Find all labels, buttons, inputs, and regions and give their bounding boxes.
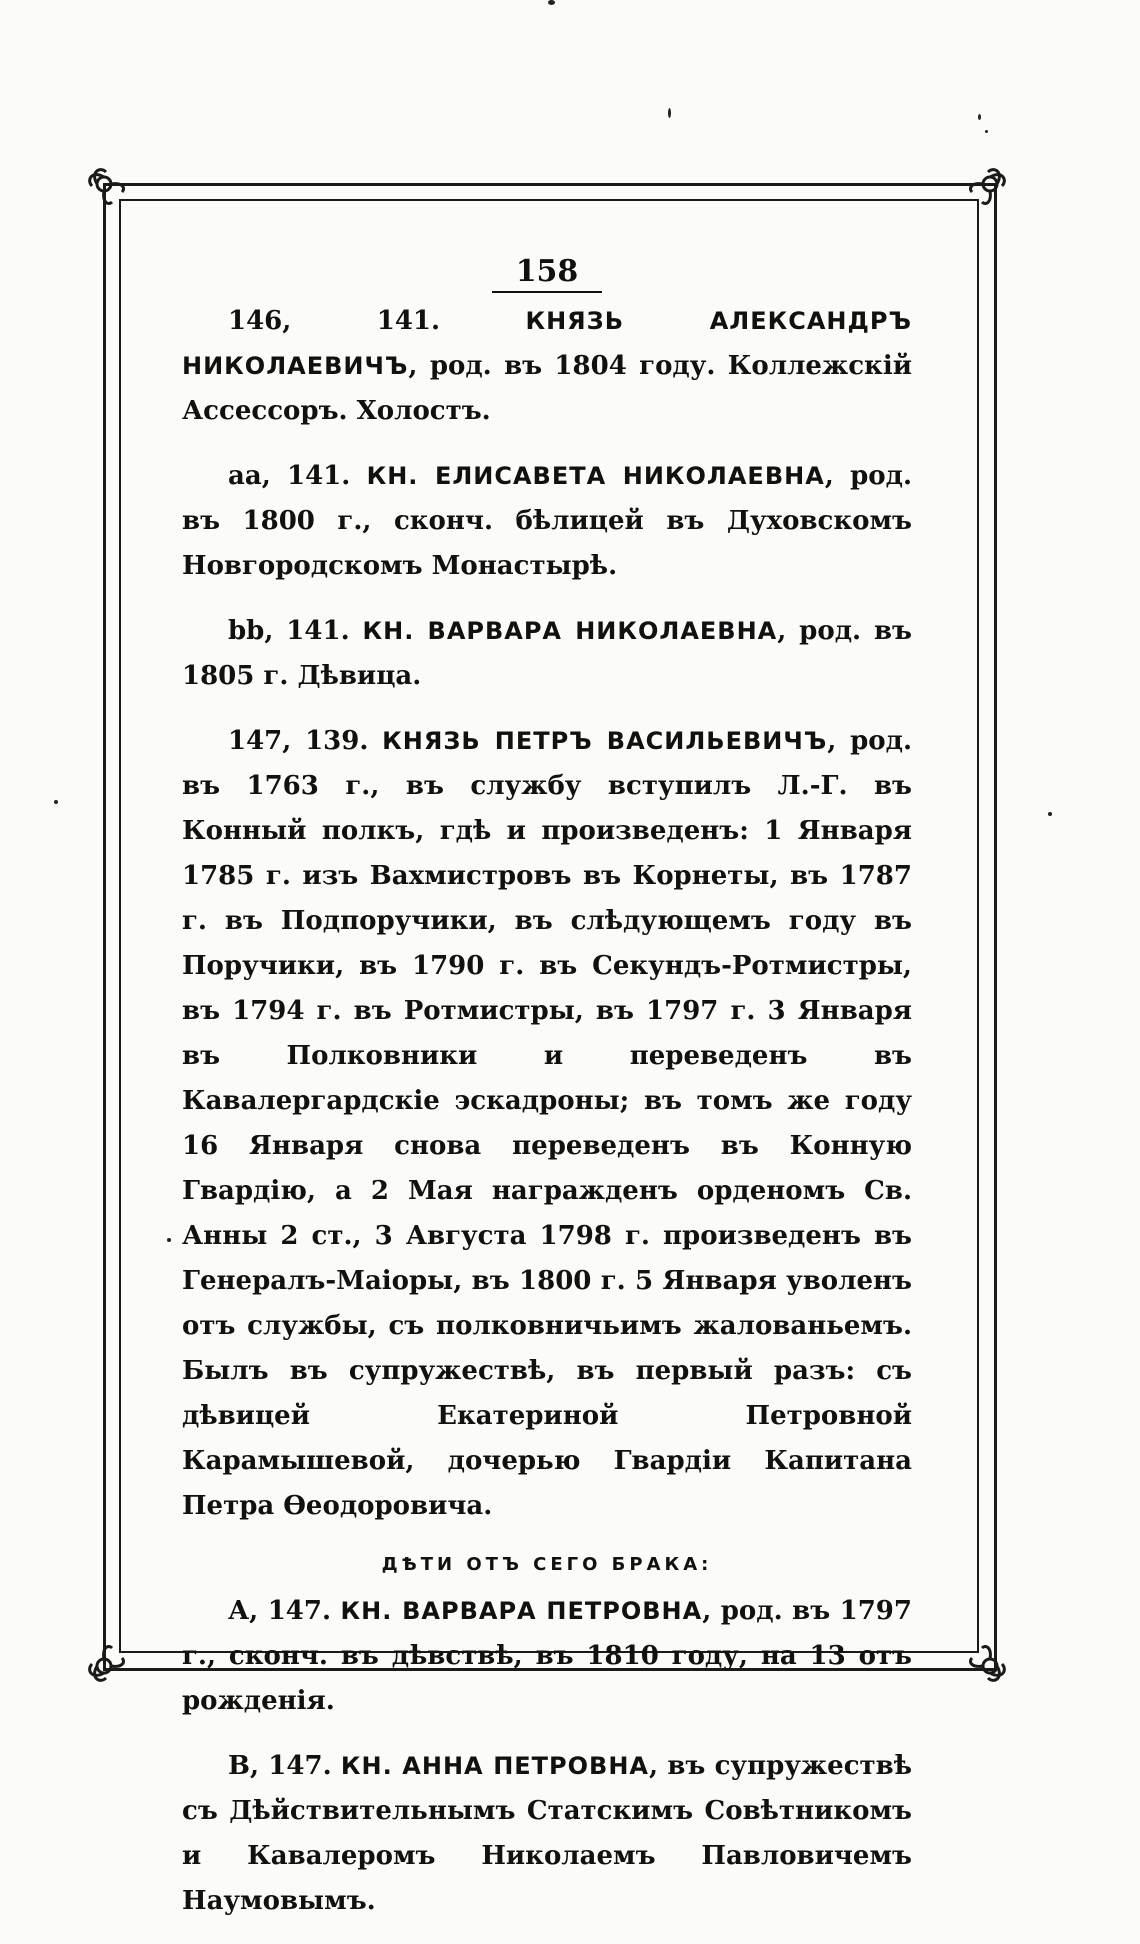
entry-aa xyxy=(182,454,912,589)
entry-prefix: аа, 141. xyxy=(228,461,351,491)
person-name: КН. ВАРВАРА НИКОЛАЕВНА xyxy=(362,617,778,645)
speck xyxy=(54,800,58,804)
child-entry-b xyxy=(182,1744,912,1924)
entry-text: , род. въ 1797 г., сконч. въ дѣвствѣ, въ 1810 году, на 13 отъ рожденія. xyxy=(182,1596,912,1716)
entry-prefix: bb, 141. xyxy=(228,616,350,646)
children-heading: ДѢТИ ОТЪ СЕГО БРАКА: xyxy=(381,1554,713,1575)
entry-prefix: 147, 139. xyxy=(228,726,369,756)
child-entry-a xyxy=(182,1589,912,1724)
entry-text: , род. въ 1763 г., въ службу вступилъ Л.-Г. въ Конный полкъ, гдѣ и произведенъ: 1 Января 1785 г. изъ Вахмистровъ въ Корнеты, въ 1787 г. въ Подпоручики, въ слѣдующемъ году въ Поручики, въ 1790 г. въ Секундъ-Ротмистры, въ 1794 г. въ Ротмистры, въ 1797 г. 3 Января въ Полковники и переведенъ въ Кавалергардскіе эскадроны; въ томъ же году 16 Января снова переведенъ въ Конную Гвардію, а 2 Мая награжденъ орденомъ Св. Анны 2 ст., 3 Августа 1798 г. произведенъ въ Генералъ-Маіоры, въ 1800 г. 5 Января уволенъ отъ службы, съ полковничьимъ жалованьемъ. Былъ въ супружествѣ, въ первый разъ: съ дѣвицей Екатериной Петровной Карамышевой, дочерью Гвардіи Капитана Петра Ѳеодоровича. xyxy=(182,726,912,1521)
person-name: КН. ВАРВАРА ПЕТРОВНА xyxy=(340,1597,703,1625)
speck xyxy=(548,0,555,5)
person-name: КН. ЕЛИСАВЕТА НИКОЛАЕВНА xyxy=(366,462,825,490)
entry-bb xyxy=(182,609,912,699)
corner-ornament-top-right-icon xyxy=(940,162,1012,234)
corner-ornament-bottom-right-icon xyxy=(940,1616,1012,1688)
person-name: КНЯЗЬ АЛЕКСАНДРЪ НИКОЛАЕВИЧЪ xyxy=(182,307,913,380)
entry-text: , въ супружествѣ съ Дѣйствительнымъ Статскимъ Совѣтникомъ и Кавалеромъ Николаемъ Павловичемъ Наумовымъ. xyxy=(182,1751,913,1916)
speck xyxy=(1048,812,1052,816)
page-number: 158 xyxy=(492,255,602,293)
speck xyxy=(978,114,981,120)
corner-ornament-bottom-left-icon xyxy=(82,1616,154,1688)
entry-147 xyxy=(182,719,912,1529)
entry-text: , род. въ 1805 г. Дѣвица. xyxy=(182,616,912,691)
entry-prefix: В, 147. xyxy=(228,1751,332,1781)
person-name: КНЯЗЬ ПЕТРЪ ВАСИЛЬЕВИЧЪ xyxy=(382,727,828,755)
entry-prefix: А, 147. xyxy=(228,1596,332,1626)
person-name: КН. АННА ПЕТРОВНА xyxy=(340,1752,649,1780)
speck xyxy=(985,130,988,133)
entry-text: , род. въ 1800 г., сконч. бѣлицей въ Духовскомъ Новгородскомъ Монастырѣ. xyxy=(182,461,912,581)
entry-prefix: 146, 141. xyxy=(228,306,441,336)
corner-ornament-top-left-icon xyxy=(82,162,154,234)
page-content xyxy=(182,255,912,1944)
speck xyxy=(668,108,671,118)
entry-146 xyxy=(182,299,912,434)
entry-text: , род. въ 1804 году. Коллежскій Ассессоръ. Холостъ. xyxy=(182,351,912,426)
